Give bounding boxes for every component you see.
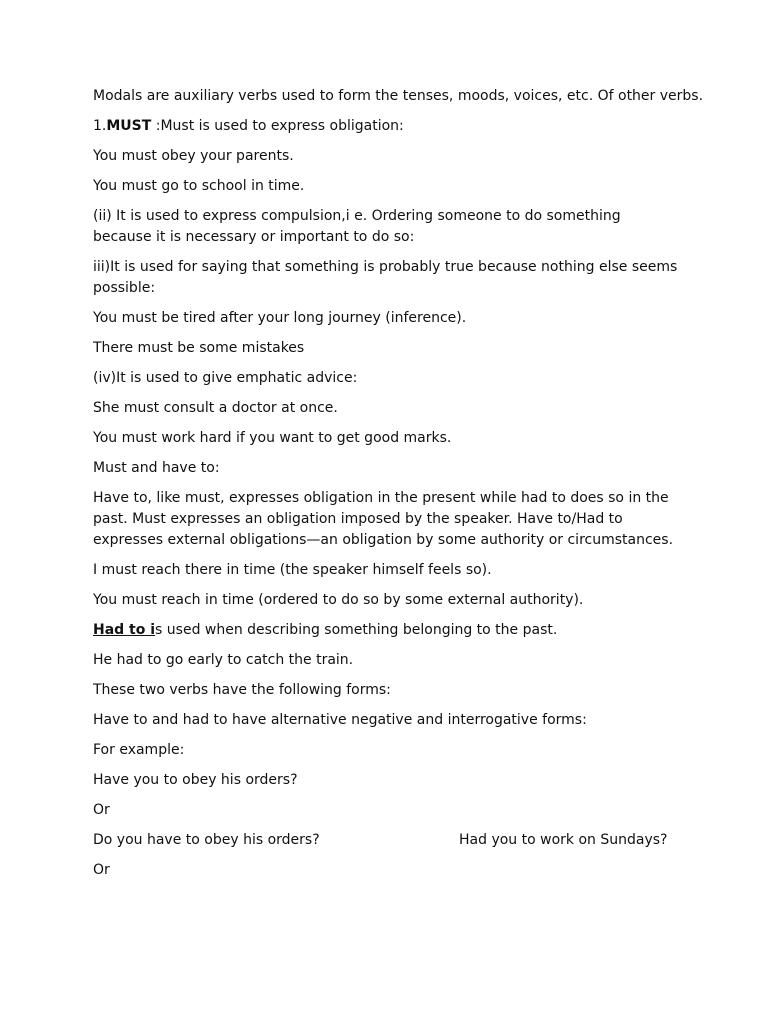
intro-text: Modals are auxiliary verbs used to form the tenses, moods, voices, etc. Of other verbs. <box>93 88 704 104</box>
two-column-row <box>93 830 683 851</box>
right-column-text: Had you to work on Sundays? <box>459 832 668 848</box>
have-to-paragraph: Have to, like must, expresses obligation in the present while had to does so in the past. Must expresses an obligation imposed by the speaker. Have to/Had to expresses external obligations—an obligation by some authority or circumstances. <box>93 490 674 548</box>
compulsion-paragraph: (ii) It is used to express compulsion,i e. Ordering someone to do something because it is necessary or important to do so: <box>93 208 621 245</box>
example-line: You must work hard if you want to get good marks. <box>93 430 452 446</box>
or-line: Or <box>93 862 110 878</box>
must-have-to-heading: Must and have to: <box>93 460 220 476</box>
document-body <box>93 86 704 890</box>
must-number: 1. <box>93 118 107 134</box>
example-line: You must obey your parents. <box>93 148 294 164</box>
example-line: He had to go early to catch the train. <box>93 652 354 668</box>
example-line: I must reach there in time (the speaker himself feels so). <box>93 562 492 578</box>
example-line: Have you to obey his orders? <box>93 772 298 788</box>
forms-line: These two verbs have the following forms: <box>93 682 391 698</box>
example-line: She must consult a doctor at once. <box>93 400 338 416</box>
example-line: There must be some mistakes <box>93 340 305 356</box>
had-to-line <box>93 620 683 641</box>
example-line: You must be tired after your long journey (inference). <box>93 310 467 326</box>
must-definition: :Must is used to express obligation: <box>151 118 404 134</box>
example-line: You must reach in time (ordered to do so by some external authority). <box>93 592 584 608</box>
left-column-text: Do you have to obey his orders? <box>93 832 320 848</box>
example-line: You must go to school in time. <box>93 178 305 194</box>
or-line: Or <box>93 802 110 818</box>
emphatic-advice-heading: (iv)It is used to give emphatic advice: <box>93 370 358 386</box>
must-heading <box>93 116 683 137</box>
for-example-label: For example: <box>93 742 185 758</box>
had-to-underlined: Had to i <box>93 622 156 638</box>
had-to-rest: s used when describing something belonging to the past. <box>155 622 558 638</box>
probable-paragraph: iii)It is used for saying that something is probably true because nothing else seems possible: <box>93 259 678 296</box>
must-word: MUST <box>106 118 152 134</box>
forms-line: Have to and had to have alternative negative and interrogative forms: <box>93 712 587 728</box>
